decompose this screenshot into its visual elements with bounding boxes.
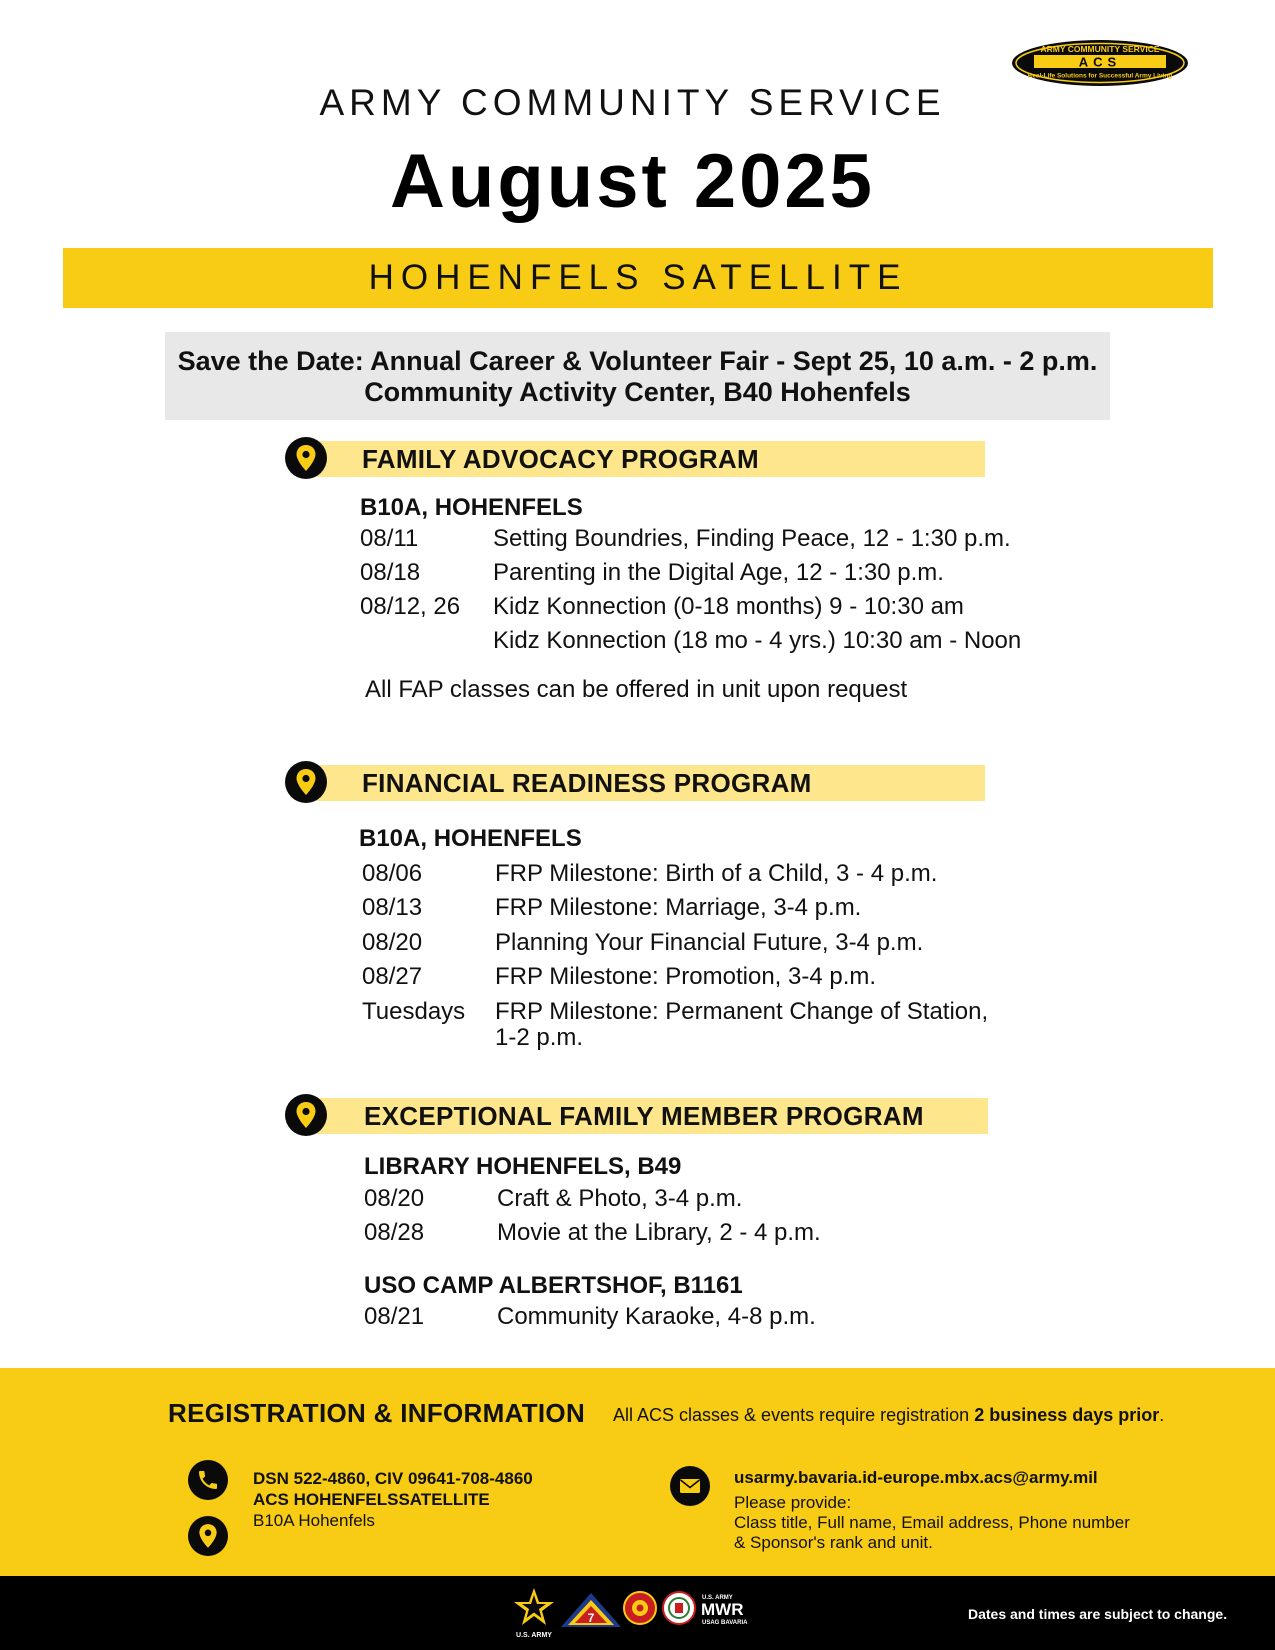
event-date: Tuesdays [362, 998, 466, 1025]
save-the-date-box [165, 332, 1110, 420]
event-date: 08/06 [362, 860, 423, 887]
fap-section [285, 437, 1022, 703]
provide-info [734, 1493, 1130, 1553]
event-desc: Movie at the Library, 2 - 4 p.m. [497, 1219, 821, 1246]
fap-header [285, 437, 985, 479]
registration-note-text: All ACS classes & events require registration [613, 1405, 970, 1425]
registration-footer [0, 1368, 1275, 1576]
event-date: 08/18 [360, 559, 421, 586]
svg-text:7: 7 [587, 1611, 595, 1625]
location-pin-icon [188, 1516, 228, 1556]
phone-icon [188, 1460, 228, 1500]
registration-note-bold: 2 business days prior [974, 1405, 1160, 1425]
event-desc: Community Karaoke, 4-8 p.m. [497, 1303, 816, 1330]
save-the-date-line2: Community Activity Center, B40 Hohenfels [364, 377, 911, 407]
army-star-icon [512, 1586, 556, 1640]
efmp-location-library: LIBRARY HOHENFELS, B49 [364, 1153, 682, 1180]
event-date: 08/21 [364, 1303, 425, 1330]
garrison-seal-icon [661, 1590, 697, 1626]
registration-title: REGISTRATION & INFORMATION [168, 1398, 586, 1428]
page-title: August 2025 [390, 139, 875, 224]
org-name: ARMY COMMUNITY SERVICE [319, 82, 946, 123]
event-desc-continued: 1-2 p.m. [495, 1024, 584, 1051]
event-desc: FRP Milestone: Permanent Change of Station, [495, 998, 989, 1025]
logo-bottom-text: Real-Life Solutions for Successful Army Living [1027, 72, 1173, 80]
office-title: ACS HOHENFELSSATELLITE [253, 1490, 490, 1509]
mwr-bottom-text: USAG BAVARIA [702, 1620, 748, 1626]
event-desc: FRP Milestone: Promotion, 3-4 p.m. [495, 963, 877, 990]
disclaimer: Dates and times are subject to change. [968, 1606, 1228, 1622]
frp-location: B10A, HOHENFELS [359, 825, 582, 852]
event-date: 08/28 [364, 1219, 425, 1246]
save-the-date-line1: Save the Date: Annual Career & Volunteer Fair - Sept 25, 10 a.m. - 2 p.m. [177, 346, 1098, 376]
acs-logo [1010, 38, 1190, 88]
provide-line1: Please provide: [734, 1493, 852, 1512]
office-address: B10A Hohenfels [253, 1511, 375, 1530]
efmp-header [285, 1094, 985, 1136]
fap-note: All FAP classes can be offered in unit upon request [365, 676, 908, 703]
registration-note-end: . [1159, 1405, 1165, 1425]
event-desc: Parenting in the Digital Age, 12 - 1:30 p.m. [493, 559, 944, 586]
email-icon [670, 1466, 710, 1506]
event-desc: FRP Milestone: Marriage, 3-4 p.m. [495, 894, 862, 921]
frp-section [285, 761, 989, 1061]
event-date: 08/20 [362, 929, 423, 956]
efmp-title: EXCEPTIONAL FAMILY MEMBER PROGRAM [364, 1101, 924, 1131]
mwr-top-text: U.S. ARMY [702, 1595, 733, 1601]
provide-line2: Class title, Full name, Email address, Phone number [734, 1513, 1130, 1532]
mwr-logo [700, 1592, 756, 1626]
seventh-army-patch-icon [560, 1592, 622, 1628]
army-label: U.S. ARMY [516, 1632, 552, 1639]
fap-location: B10A, HOHENFELS [360, 494, 583, 521]
event-desc: Kidz Konnection (0-18 months) 9 - 10:30 am [493, 593, 964, 620]
event-date: 08/27 [362, 963, 423, 990]
efmp-section [285, 1094, 985, 1334]
event-desc: Setting Boundries, Finding Peace, 12 - 1:30 p.m. [493, 525, 1011, 552]
event-desc: FRP Milestone: Birth of a Child, 3 - 4 p.m. [495, 860, 938, 887]
provide-line3: & Sponsor's rank and unit. [734, 1533, 933, 1552]
event-desc: Kidz Konnection (18 mo - 4 yrs.) 10:30 am - Noon [493, 627, 1022, 654]
frp-header [285, 761, 985, 803]
event-date: 08/11 [360, 525, 419, 552]
location-banner-text: HOHENFELS SATELLITE [368, 258, 908, 297]
location-pin-icon [285, 437, 327, 479]
logo-top-text: ARMY COMMUNITY SERVICE [1040, 44, 1160, 54]
fap-title: FAMILY ADVOCACY PROGRAM [362, 444, 759, 474]
event-desc: Planning Your Financial Future, 3-4 p.m. [495, 929, 924, 956]
registration-note [613, 1405, 1164, 1426]
location-pin-icon [285, 1094, 327, 1136]
logo-mid-text: ACS [1078, 54, 1122, 70]
phone-number[interactable]: DSN 522-4860, CIV 09641-708-4860 [253, 1469, 533, 1488]
event-date: 08/13 [362, 894, 423, 921]
frp-title: FINANCIAL READINESS PROGRAM [362, 768, 812, 798]
bottom-bar [0, 1576, 1275, 1650]
event-date: 08/20 [364, 1185, 425, 1212]
event-desc: Craft & Photo, 3-4 p.m. [497, 1185, 743, 1212]
location-banner [63, 248, 1213, 308]
efmp-location-uso: USO CAMP ALBERTSHOF, B1161 [364, 1272, 743, 1299]
event-date: 08/12, 26 [360, 593, 461, 620]
email-link[interactable]: usarmy.bavaria.id-europe.mbx.acs@army.mil [734, 1468, 1098, 1487]
mwr-text: MWR [701, 1600, 744, 1619]
location-pin-icon [285, 761, 327, 803]
unit-crest-icon [622, 1590, 658, 1626]
